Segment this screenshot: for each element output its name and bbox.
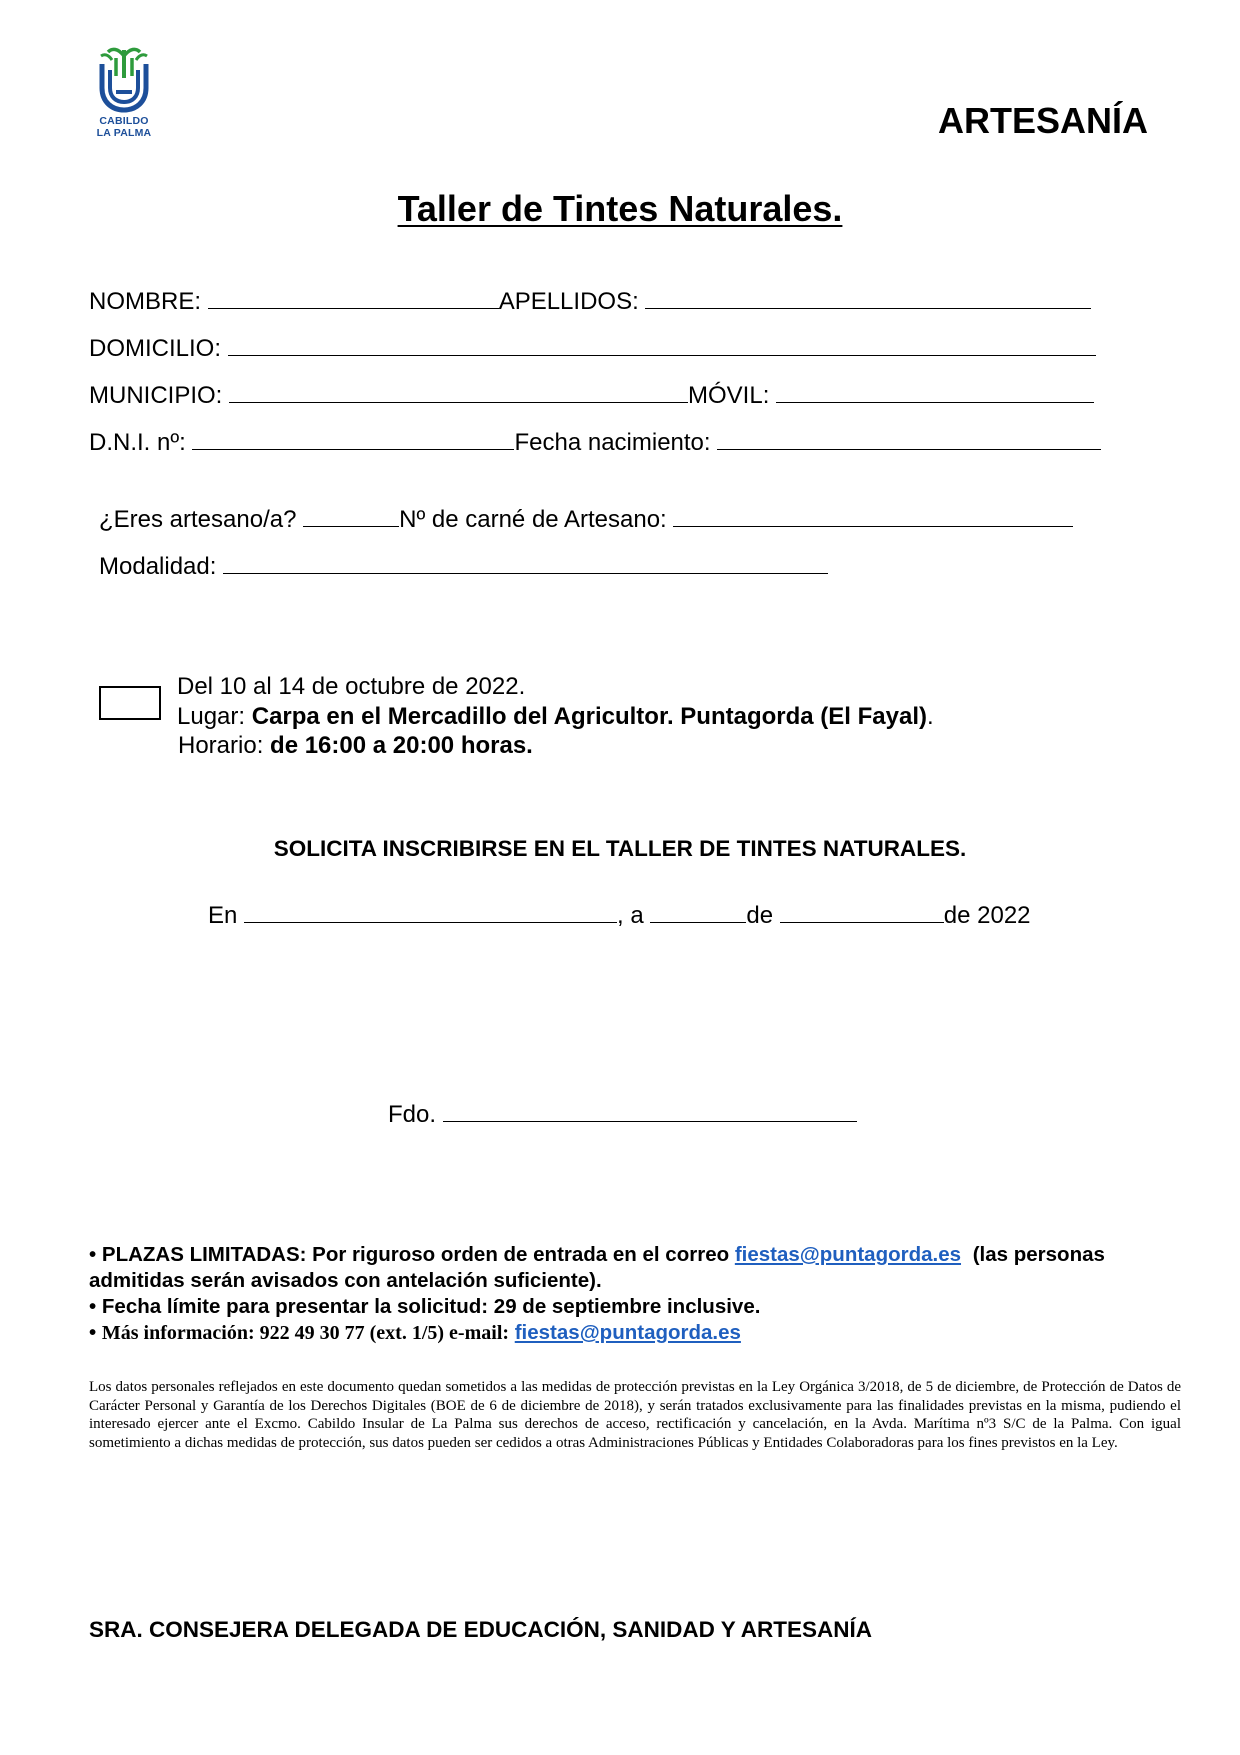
apellidos-input[interactable] <box>645 288 1091 309</box>
month-input[interactable] <box>780 902 944 923</box>
horario-value: de 16:00 a 20:00 horas. <box>270 732 533 759</box>
note-mas-info <box>89 1321 741 1345</box>
label-year: de 2022 <box>943 902 1031 929</box>
event-schedule <box>178 732 533 760</box>
fecha-limite-text: Fecha límite para presentar la solicitud: 29 de septiembre inclusive. <box>101 1295 761 1318</box>
row-modalidad <box>99 553 828 581</box>
carne-input[interactable] <box>673 506 1073 527</box>
row-domicilio <box>89 335 1096 363</box>
legal-notice: Los datos personales reflejados en este documento quedan sometidos a las medidas de protección previstas en la Ley Orgánica 3/2018, de 5 de diciembre, de Protección de Datos de Carácter Personal y Garantía de los Derechos Digitales (BOE de 6 de diciembre de 2018), y serán tratados exclusivamente para las finalidades previstas en la misma, pudiendo el interesado ejercer ante el Excmo. Cabildo Insular de La Palma sus derechos de acceso, rectificación y cancelación, en la Avda. Marítima nº3 S/C de la Palma. Con igual sometimiento a dichas medidas de protección, sus datos pueden ser cedidos a otras Administraciones Públicas y Entidades Colaboradoras para los fines previstos en la Ley. <box>89 1379 1181 1451</box>
bullet: • <box>89 1321 97 1344</box>
event-dates: Del 10 al 14 de octubre de 2022. <box>177 673 526 700</box>
row-nombre <box>89 288 1091 316</box>
label-carne: Nº de carné de Artesano: <box>399 506 667 533</box>
note-plazas <box>89 1243 1105 1267</box>
email-link[interactable]: fiestas@puntagorda.es <box>734 1243 962 1266</box>
label-nombre: NOMBRE: <box>89 288 202 315</box>
label-de: de <box>746 902 774 929</box>
cabildo-logo <box>88 42 160 142</box>
label-apellidos: APELLIDOS: <box>498 288 639 315</box>
request-statement: SOLICITA INSCRIBIRSE EN EL TALLER DE TINTES NATURALES. <box>273 836 967 861</box>
logo-text-line2: LA PALMA <box>96 127 152 139</box>
row-artesano <box>99 506 1073 534</box>
note-fecha-limite <box>89 1295 760 1319</box>
email-link-2[interactable]: fiestas@puntagorda.es <box>514 1321 741 1344</box>
label-modalidad: Modalidad: <box>99 553 217 580</box>
label-en: En <box>208 902 238 929</box>
row-dni <box>89 429 1101 457</box>
municipio-input[interactable] <box>229 382 688 403</box>
label-dni: D.N.I. nº: <box>89 429 186 456</box>
label-fdo: Fdo. <box>388 1101 437 1128</box>
nombre-input[interactable] <box>208 288 499 309</box>
note-plazas-cont: admitidas serán avisados con antelación suficiente). <box>89 1269 602 1292</box>
label-fecha-nacimiento: Fecha nacimiento: <box>514 429 711 456</box>
bullet: • <box>89 1295 97 1318</box>
bullet: • <box>89 1243 97 1266</box>
logo-text-line1: CABILDO <box>99 115 149 127</box>
mas-info-text: Más información: 922 49 30 77 (ext. 1/5) e-mail: <box>101 1322 510 1344</box>
section-heading: ARTESANÍA <box>937 100 1148 141</box>
horario-label: Horario: <box>178 732 264 759</box>
modalidad-input[interactable] <box>223 553 828 574</box>
plazas-text: PLAZAS LIMITADAS: Por riguroso orden de entrada en el correo <box>101 1243 730 1266</box>
label-artesano: ¿Eres artesano/a? <box>99 506 297 533</box>
place-input[interactable] <box>244 902 617 923</box>
signature-input[interactable] <box>443 1101 857 1122</box>
form-title: Taller de Tintes Naturales. <box>397 188 843 229</box>
row-municipio <box>89 382 1094 410</box>
event-location <box>177 703 934 731</box>
label-a: , a <box>617 902 644 929</box>
addressee-footer: SRA. CONSEJERA DELEGADA DE EDUCACIÓN, SANIDAD Y ARTESANÍA <box>89 1617 873 1642</box>
domicilio-input[interactable] <box>228 335 1096 356</box>
movil-input[interactable] <box>776 382 1094 403</box>
event-checkbox[interactable] <box>99 686 161 720</box>
dni-input[interactable] <box>192 429 514 450</box>
label-domicilio: DOMICILIO: <box>89 335 222 362</box>
day-input[interactable] <box>650 902 746 923</box>
fecha-nacimiento-input[interactable] <box>717 429 1101 450</box>
plazas-text-2: (las personas <box>972 1243 1105 1266</box>
date-line <box>208 902 1031 930</box>
artesano-input[interactable] <box>303 506 399 527</box>
label-municipio: MUNICIPIO: <box>89 382 223 409</box>
label-movil: MÓVIL: <box>688 382 770 409</box>
cabildo-emblem-icon <box>88 42 160 114</box>
lugar-label: Lugar: <box>177 703 246 730</box>
lugar-value: Carpa en el Mercadillo del Agricultor. Puntagorda (El Fayal) <box>251 703 927 730</box>
signature-line <box>388 1101 857 1129</box>
lugar-end: . <box>927 703 934 730</box>
